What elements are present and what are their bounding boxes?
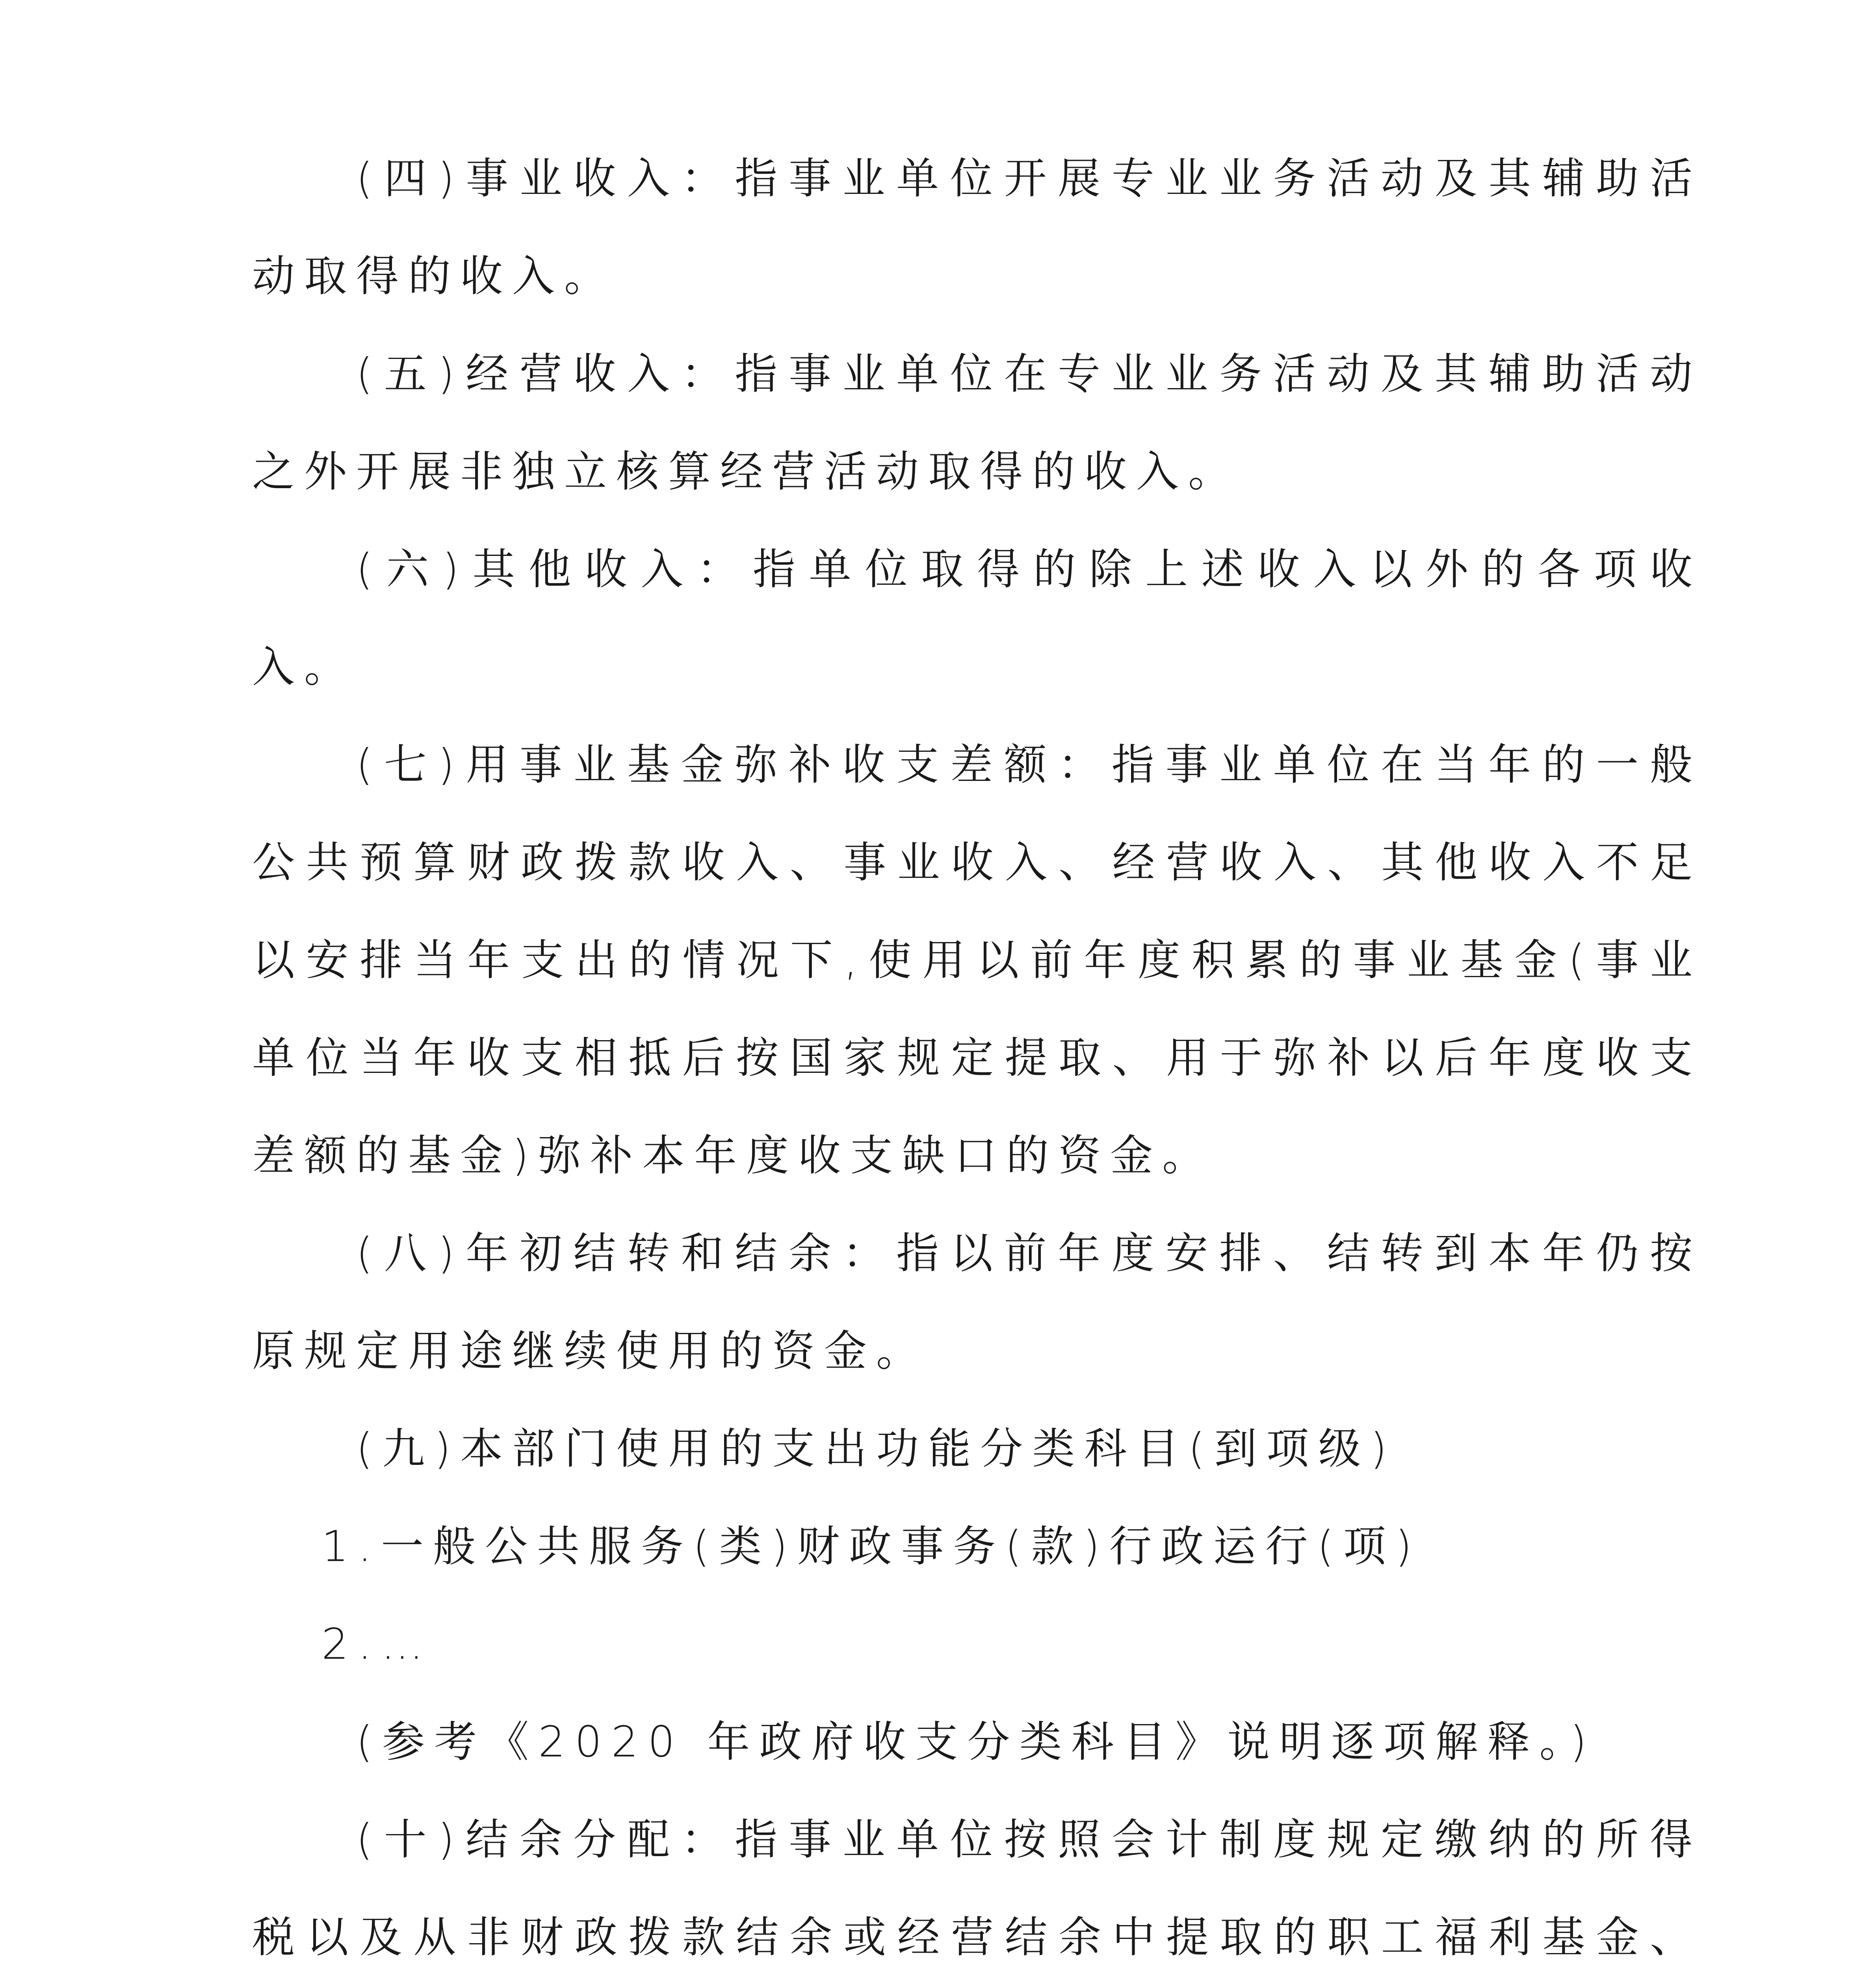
paragraph-operating-income: (五)经营收入：指事业单位在专业业务活动及其辅助活动之外开展非独立核算经营活动取得的收入。: [252, 349, 1702, 496]
paragraph-business-fund-offset: (七)用事业基金弥补收支差额：指事业单位在当年的一般公共预算财政拨款收入、事业收入、经营收入、其他收入不足以安排当年支出的情况下,使用以前年度积累的事业基金(事业单位当年收支相抵后按国家规定提取、用于弥补以后年度收支差额的基金)弥补本年度收支缺口的资金。: [252, 740, 1702, 1180]
paragraph-business-income: (四)事业收入：指事业单位开展专业业务活动及其辅助活动取得的收入。: [252, 154, 1702, 301]
paragraph-surplus-distribution: (十)结余分配：指事业单位按照会计制度规定缴纳的所得税以及从非财政拨款结余或经营结余中提取的职工福利基金、: [252, 1815, 1702, 1962]
paragraph-carryover-beginning: (八)年初结转和结余：指以前年度安排、结转到本年仍按原规定用途继续使用的资金。: [252, 1229, 1702, 1376]
list-item-general-public-services: 1.一般公共服务(类)财政事务(款)行政运行(项): [321, 1522, 1421, 1571]
list-item-ellipsis: 2.…: [321, 1620, 433, 1669]
paragraph-other-income: (六)其他收入：指单位取得的除上述收入以外的各项收入。: [252, 545, 1702, 692]
paragraph-expenditure-classification: (九)本部门使用的支出功能分类科目(到项级): [356, 1424, 1397, 1474]
paragraph-reference-note: (参考《2020 年政府收支分类科目》说明逐项解释。): [356, 1717, 1596, 1767]
document-body: [252, 130, 1702, 1970]
